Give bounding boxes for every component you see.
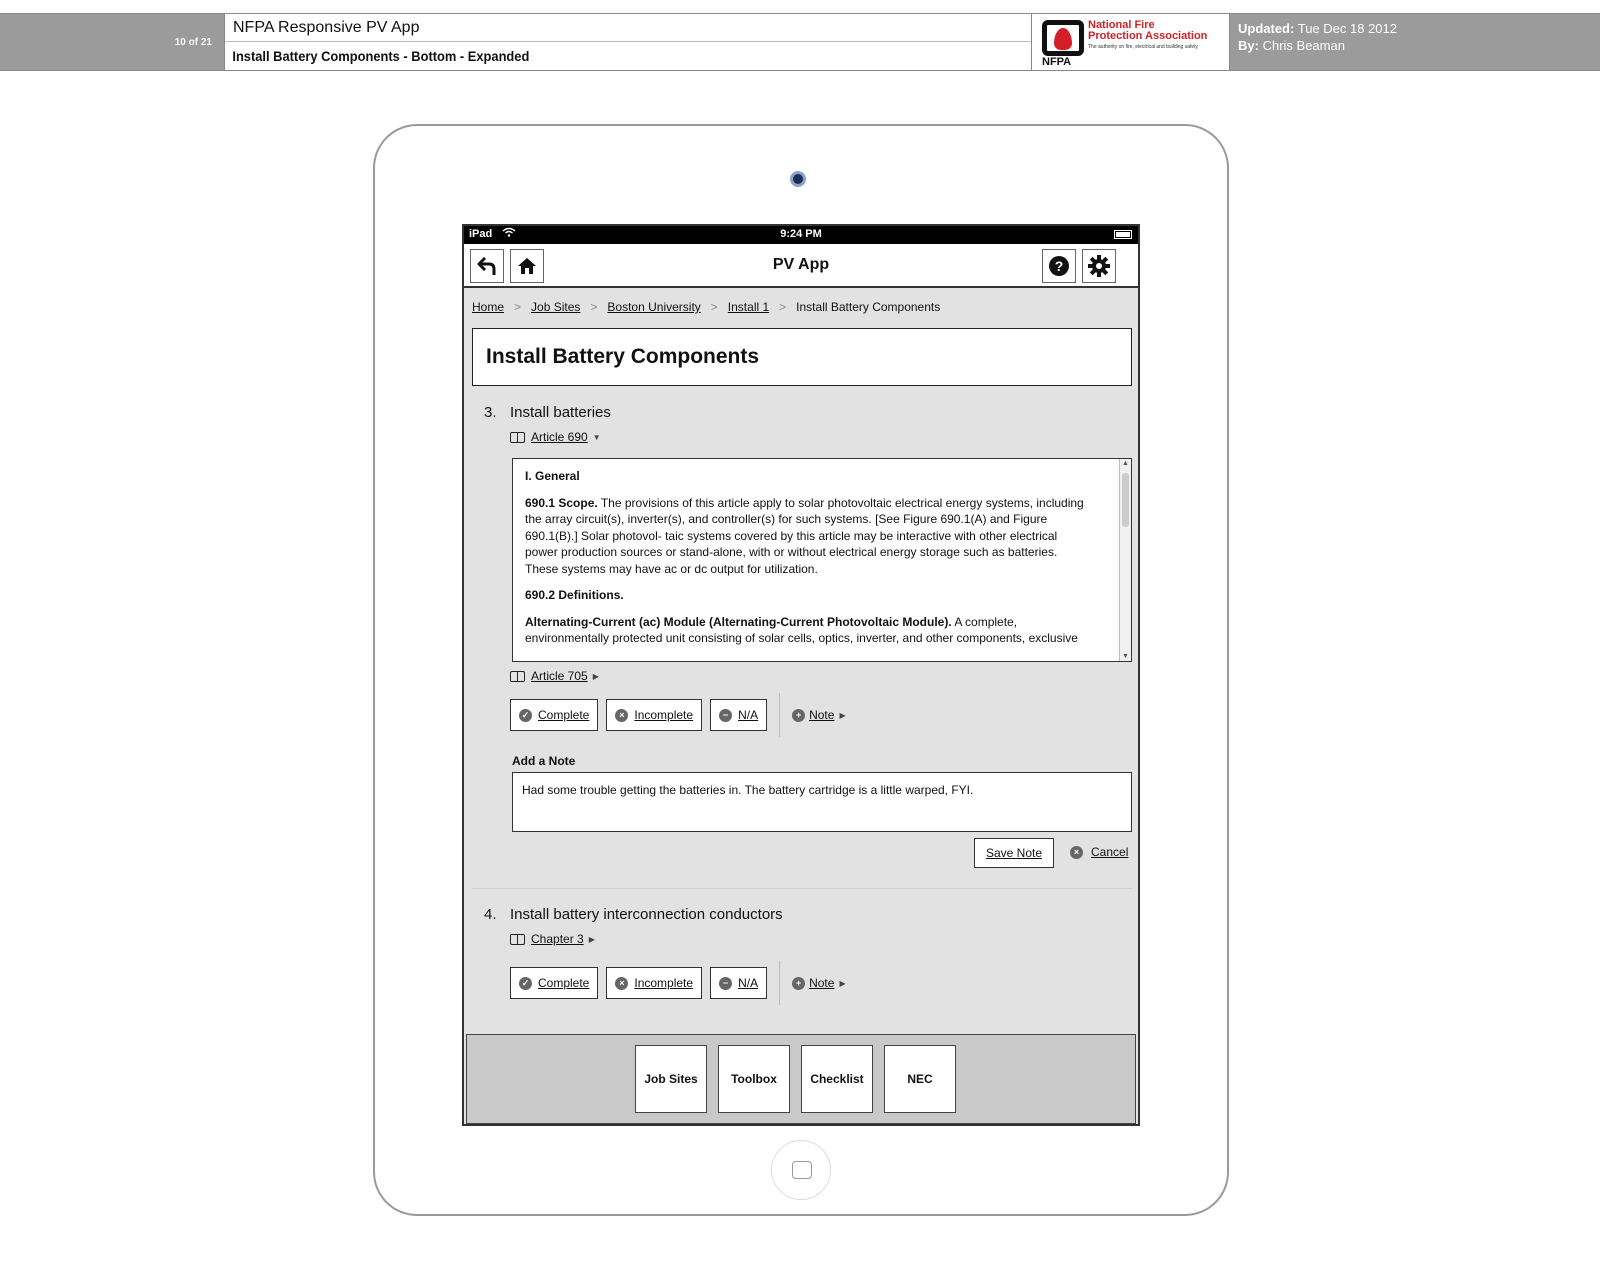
- save-note-button[interactable]: Save Note: [974, 838, 1054, 868]
- article-705-link[interactable]: Article 705 ▶: [510, 669, 599, 683]
- scroll-thumb[interactable]: [1122, 473, 1129, 527]
- minus-circle-icon: −: [719, 709, 732, 722]
- caret-right-icon: ▶: [839, 978, 846, 988]
- book-icon: [510, 671, 525, 682]
- scroll-down-icon[interactable]: ▼: [1122, 653, 1129, 660]
- note-textarea[interactable]: Had some trouble getting the batteries in. The battery cartridge is a little warped, FYI.: [512, 772, 1132, 832]
- article-scrollbar[interactable]: [1119, 459, 1131, 661]
- tab-job-sites[interactable]: Job Sites: [635, 1045, 707, 1113]
- note-link[interactable]: + Note ▶: [792, 708, 846, 722]
- spec-subtitle: Install Battery Components - Bottom - Expanded: [232, 48, 530, 64]
- status-bar: [464, 226, 1138, 244]
- updated-date: Tue Dec 18 2012: [1297, 21, 1397, 36]
- settings-button[interactable]: [1082, 249, 1116, 283]
- incomplete-button[interactable]: × Incomplete: [606, 699, 702, 731]
- breadcrumb-home[interactable]: Home: [472, 300, 505, 314]
- logo-abbrev: NFPA: [1042, 56, 1072, 68]
- app-title: PV App: [772, 256, 830, 273]
- page-title: Install Battery Components: [486, 345, 760, 368]
- caret-right-icon: ▶: [592, 671, 599, 681]
- breadcrumb-job-sites[interactable]: Job Sites: [531, 300, 581, 314]
- status-time: 9:24 PM: [780, 228, 822, 240]
- na-button[interactable]: − N/A: [710, 967, 767, 999]
- home-hardware-button[interactable]: [771, 1140, 831, 1200]
- article-690-text[interactable]: I. General 690.1 Scope. The provisions of this article apply to solar photovoltaic electrical energy systems, including the array circuit(s), inverter(s), and controller(s) for such systems. [See Figure 690.1(A) and Figure 690.1(B).] Solar photovol- taic systems covered by this article may be interactive with other electrical power production sources or stand-alone, with or without electrical energy storage such as batteries. These systems may have ac or dc output for utilization. 690.2 Definitions. Alternating-Current (ac) Module (Alternating-Current Photovoltaic Module). A complete, environmentally protected unit consisting of solar cells, optics, inverter, and other components, exclusive ▲ ▼: [512, 458, 1132, 662]
- plus-circle-icon: +: [792, 977, 805, 990]
- plus-circle-icon: +: [792, 709, 805, 722]
- book-icon: [510, 432, 525, 443]
- tab-checklist[interactable]: Checklist: [801, 1045, 873, 1113]
- chapter-3-link[interactable]: Chapter 3 ▶: [510, 932, 595, 946]
- logo-tagline: The authority on fire, electrical and building safety: [1088, 44, 1199, 50]
- spec-header: [0, 13, 1600, 71]
- logo-name: National Fire Protection Association: [1088, 19, 1208, 42]
- breadcrumb-current: Install Battery Components: [796, 300, 941, 314]
- cancel-link[interactable]: × Cancel: [1070, 845, 1128, 859]
- step-3-title: 3. Install batteries: [484, 404, 611, 421]
- spec-meta: Updated: Tue Dec 18 2012 By: Chris Beaman: [1238, 21, 1397, 53]
- x-circle-icon: ×: [615, 977, 628, 990]
- bottom-tab-bar: [466, 1034, 1136, 1124]
- step-4-title: 4. Install battery interconnection conductors: [484, 906, 783, 923]
- step-3-status-buttons: [510, 698, 846, 732]
- camera-icon: [790, 171, 806, 187]
- article-690-link[interactable]: Article 690 ▼: [510, 430, 601, 444]
- step-divider: [472, 888, 1132, 889]
- divider: [779, 693, 780, 737]
- caret-right-icon: ▶: [588, 934, 595, 944]
- caret-right-icon: ▶: [839, 710, 846, 720]
- nav-bar: [464, 244, 1138, 288]
- caret-down-icon: ▼: [592, 432, 601, 442]
- carrier-label: iPad: [469, 228, 493, 240]
- step-4-status-buttons: [510, 966, 846, 1000]
- battery-icon: [1114, 230, 1132, 239]
- spec-title: NFPA Responsive PV App: [225, 14, 1031, 42]
- breadcrumb: Home > Job Sites > Boston University > Install 1 > Install Battery Components: [472, 300, 941, 314]
- x-circle-icon: ×: [615, 709, 628, 722]
- check-icon: ✓: [519, 709, 532, 722]
- spec-titles: [224, 14, 1032, 70]
- tab-toolbox[interactable]: Toolbox: [718, 1045, 790, 1113]
- na-button[interactable]: − N/A: [710, 699, 767, 731]
- nfpa-logo: [1032, 14, 1230, 70]
- help-icon: [1048, 255, 1070, 277]
- complete-button[interactable]: ✓ Complete: [510, 967, 598, 999]
- tab-nec[interactable]: NEC: [884, 1045, 956, 1113]
- breadcrumb-boston-university[interactable]: Boston University: [607, 300, 701, 314]
- page-counter: 10 of 21: [174, 36, 212, 48]
- author: Chris Beaman: [1262, 38, 1345, 53]
- incomplete-button[interactable]: × Incomplete: [606, 967, 702, 999]
- note-link[interactable]: + Note ▶: [792, 976, 846, 990]
- book-icon: [510, 934, 525, 945]
- svg-text:?: ?: [1054, 258, 1064, 274]
- x-circle-icon: ×: [1070, 846, 1083, 859]
- nfpa-flame-icon: [1042, 20, 1084, 56]
- minus-circle-icon: −: [719, 977, 732, 990]
- help-button[interactable]: [1042, 249, 1076, 283]
- gear-icon: [1087, 254, 1111, 278]
- add-note-label: Add a Note: [512, 754, 576, 768]
- complete-button[interactable]: ✓ Complete: [510, 699, 598, 731]
- page-title-box: [472, 328, 1132, 386]
- ipad-screen: [462, 224, 1140, 1126]
- scroll-up-icon[interactable]: ▲: [1122, 460, 1129, 467]
- breadcrumb-install-1[interactable]: Install 1: [727, 300, 770, 314]
- check-icon: ✓: [519, 977, 532, 990]
- divider: [779, 961, 780, 1005]
